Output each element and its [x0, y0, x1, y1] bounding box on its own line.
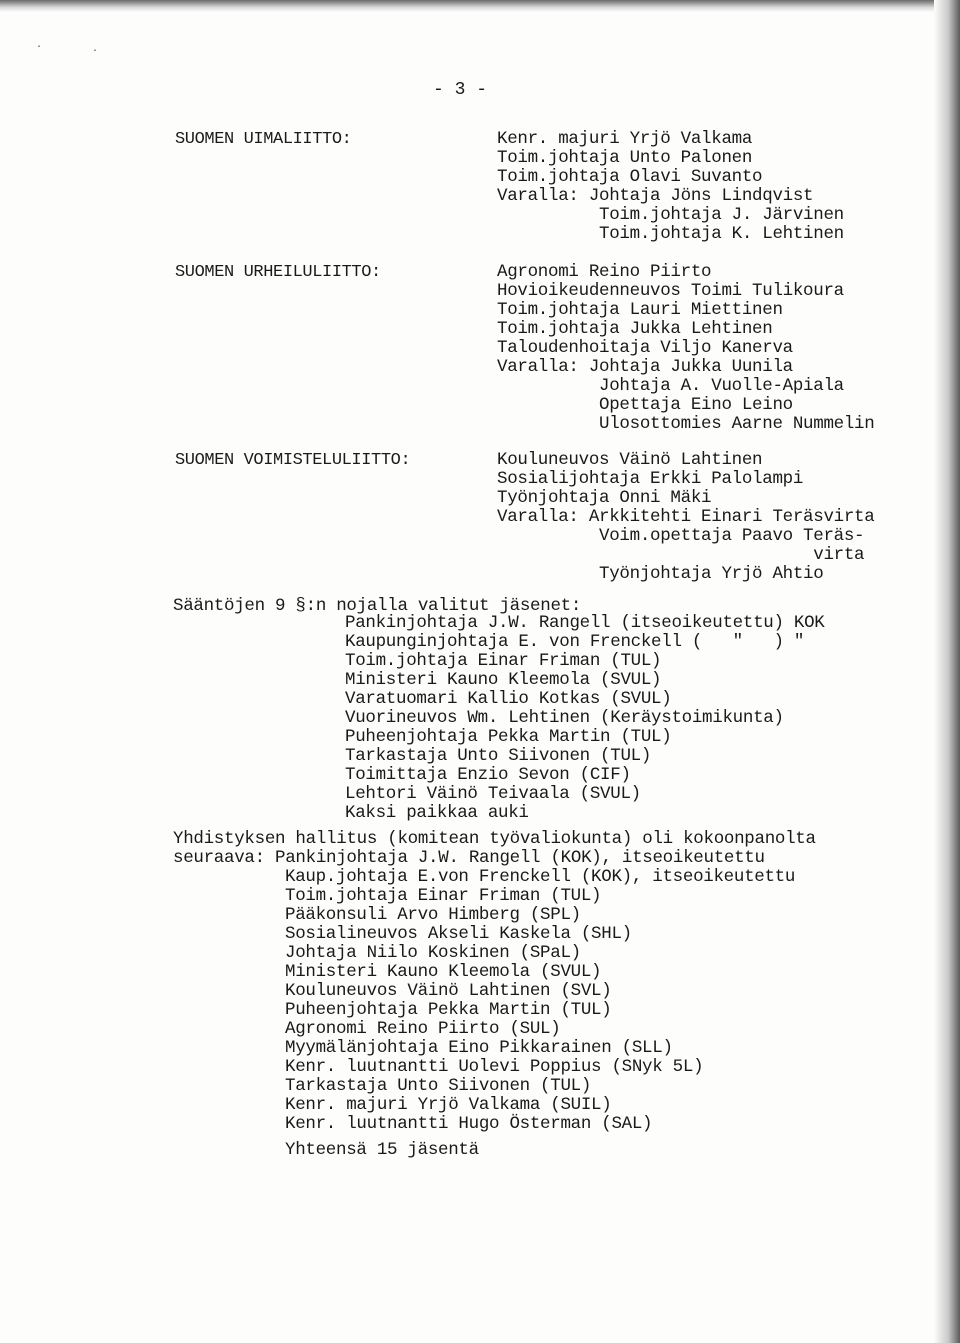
- member-line: Kenr. majuri Yrjö Valkama: [497, 129, 753, 149]
- member-line: Agronomi Reino Piirto (SUL): [285, 1019, 561, 1039]
- member-line: Kenr. luutnantti Uolevi Poppius (SNyk 5L): [285, 1057, 704, 1077]
- member-line: Kenr. luutnantti Hugo Österman (SAL): [285, 1114, 653, 1134]
- member-line: Ministeri Kauno Kleemola (SVUL): [345, 670, 662, 690]
- member-line: Toim.johtaja J. Järvinen: [497, 205, 844, 225]
- member-line: Ulosottomies Aarne Nummelin: [497, 414, 875, 434]
- member-line: Varalla: Johtaja Jöns Lindqvist: [497, 186, 814, 206]
- member-line: Agronomi Reino Piirto: [497, 262, 712, 282]
- member-line: Pääkonsuli Arvo Himberg (SPL): [285, 905, 581, 925]
- member-line: Sosialijohtaja Erkki Palolampi: [497, 469, 804, 489]
- member-line: Kouluneuvos Väinö Lahtinen: [497, 450, 763, 470]
- member-line: Työnjohtaja Yrjö Ahtio: [497, 564, 824, 584]
- scan-speck: ·: [92, 46, 99, 57]
- section-title-urheiluliitto: SUOMEN URHEILULIITTO:: [175, 263, 381, 282]
- member-line: Työnjohtaja Onni Mäki: [497, 488, 712, 508]
- member-line: Pankinjohtaja J.W. Rangell (itseoikeutettu) KOK: [345, 613, 825, 633]
- member-line: Toimittaja Enzio Sevon (CIF): [345, 765, 631, 785]
- member-line: Ministeri Kauno Kleemola (SVUL): [285, 962, 602, 982]
- member-total: Yhteensä 15 jäsentä: [285, 1140, 479, 1160]
- member-line: Sosialineuvos Akseli Kaskela (SHL): [285, 924, 632, 944]
- member-line: Puheenjohtaja Pekka Martin (TUL): [285, 1000, 612, 1020]
- hallitus-intro-line: Yhdistyksen hallitus (komitean työvaliokunta) oli kokoonpanolta: [173, 829, 816, 849]
- hallitus-intro-line: seuraava: Pankinjohtaja J.W. Rangell (KOK), itseoikeutettu: [173, 848, 765, 868]
- member-line: Varalla: Johtaja Jukka Uunila: [497, 357, 793, 377]
- member-line: Vuorineuvos Wm. Lehtinen (Keräystoimikunta): [345, 708, 784, 728]
- member-line: Varalla: Arkkitehti Einari Teräsvirta: [497, 507, 875, 527]
- member-line: Toim.johtaja Einar Friman (TUL): [345, 651, 662, 671]
- member-line: Tarkastaja Unto Siivonen (TUL): [345, 746, 652, 766]
- member-line: Toim.johtaja Lauri Miettinen: [497, 300, 783, 320]
- member-line: Kaupunginjohtaja E. von Frenckell ( " ) ": [345, 632, 805, 652]
- member-line: virta: [497, 545, 865, 565]
- section-title-voimisteluliitto: SUOMEN VOIMISTELULIITTO:: [175, 451, 411, 470]
- member-line: Varatuomari Kallio Kotkas (SVUL): [345, 689, 672, 709]
- member-line: Lehtori Väinö Teivaala (SVUL): [345, 784, 641, 804]
- member-line: Johtaja Niilo Koskinen (SPaL): [285, 943, 581, 963]
- section-heading-saannot: Sääntöjen 9 §:n nojalla valitut jäsenet:: [173, 596, 582, 616]
- member-line: Taloudenhoitaja Viljo Kanerva: [497, 338, 793, 358]
- member-line: Myymälänjohtaja Eino Pikkarainen (SLL): [285, 1038, 673, 1058]
- member-line: Kouluneuvos Väinö Lahtinen (SVL): [285, 981, 612, 1001]
- member-line: Toim.johtaja Unto Palonen: [497, 148, 753, 168]
- scan-edge-top: [0, 0, 960, 12]
- member-line: Kenr. majuri Yrjö Valkama (SUIL): [285, 1095, 612, 1115]
- member-line: Kaup.johtaja E.von Frenckell (KOK), itseoikeutettu: [285, 867, 796, 887]
- member-line: Johtaja A. Vuolle-Apiala: [497, 376, 844, 396]
- member-line: Toim.johtaja Einar Friman (TUL): [285, 886, 602, 906]
- member-line: Tarkastaja Unto Siivonen (TUL): [285, 1076, 592, 1096]
- section-title-uimaliitto: SUOMEN UIMALIITTO:: [175, 130, 352, 149]
- member-line: Puheenjohtaja Pekka Martin (TUL): [345, 727, 672, 747]
- member-line: Opettaja Eino Leino: [497, 395, 793, 415]
- member-line: Toim.johtaja K. Lehtinen: [497, 224, 844, 244]
- member-line: Kaksi paikkaa auki: [345, 803, 529, 823]
- member-line: Toim.johtaja Jukka Lehtinen: [497, 319, 773, 339]
- scan-edge-right: [934, 0, 960, 1343]
- page-number: - 3 -: [433, 80, 488, 100]
- member-line: Toim.johtaja Olavi Suvanto: [497, 167, 763, 187]
- member-line: Voim.opettaja Paavo Teräs-: [497, 526, 865, 546]
- member-line: Hovioikeudenneuvos Toimi Tulikoura: [497, 281, 844, 301]
- scan-speck: ·: [36, 42, 43, 53]
